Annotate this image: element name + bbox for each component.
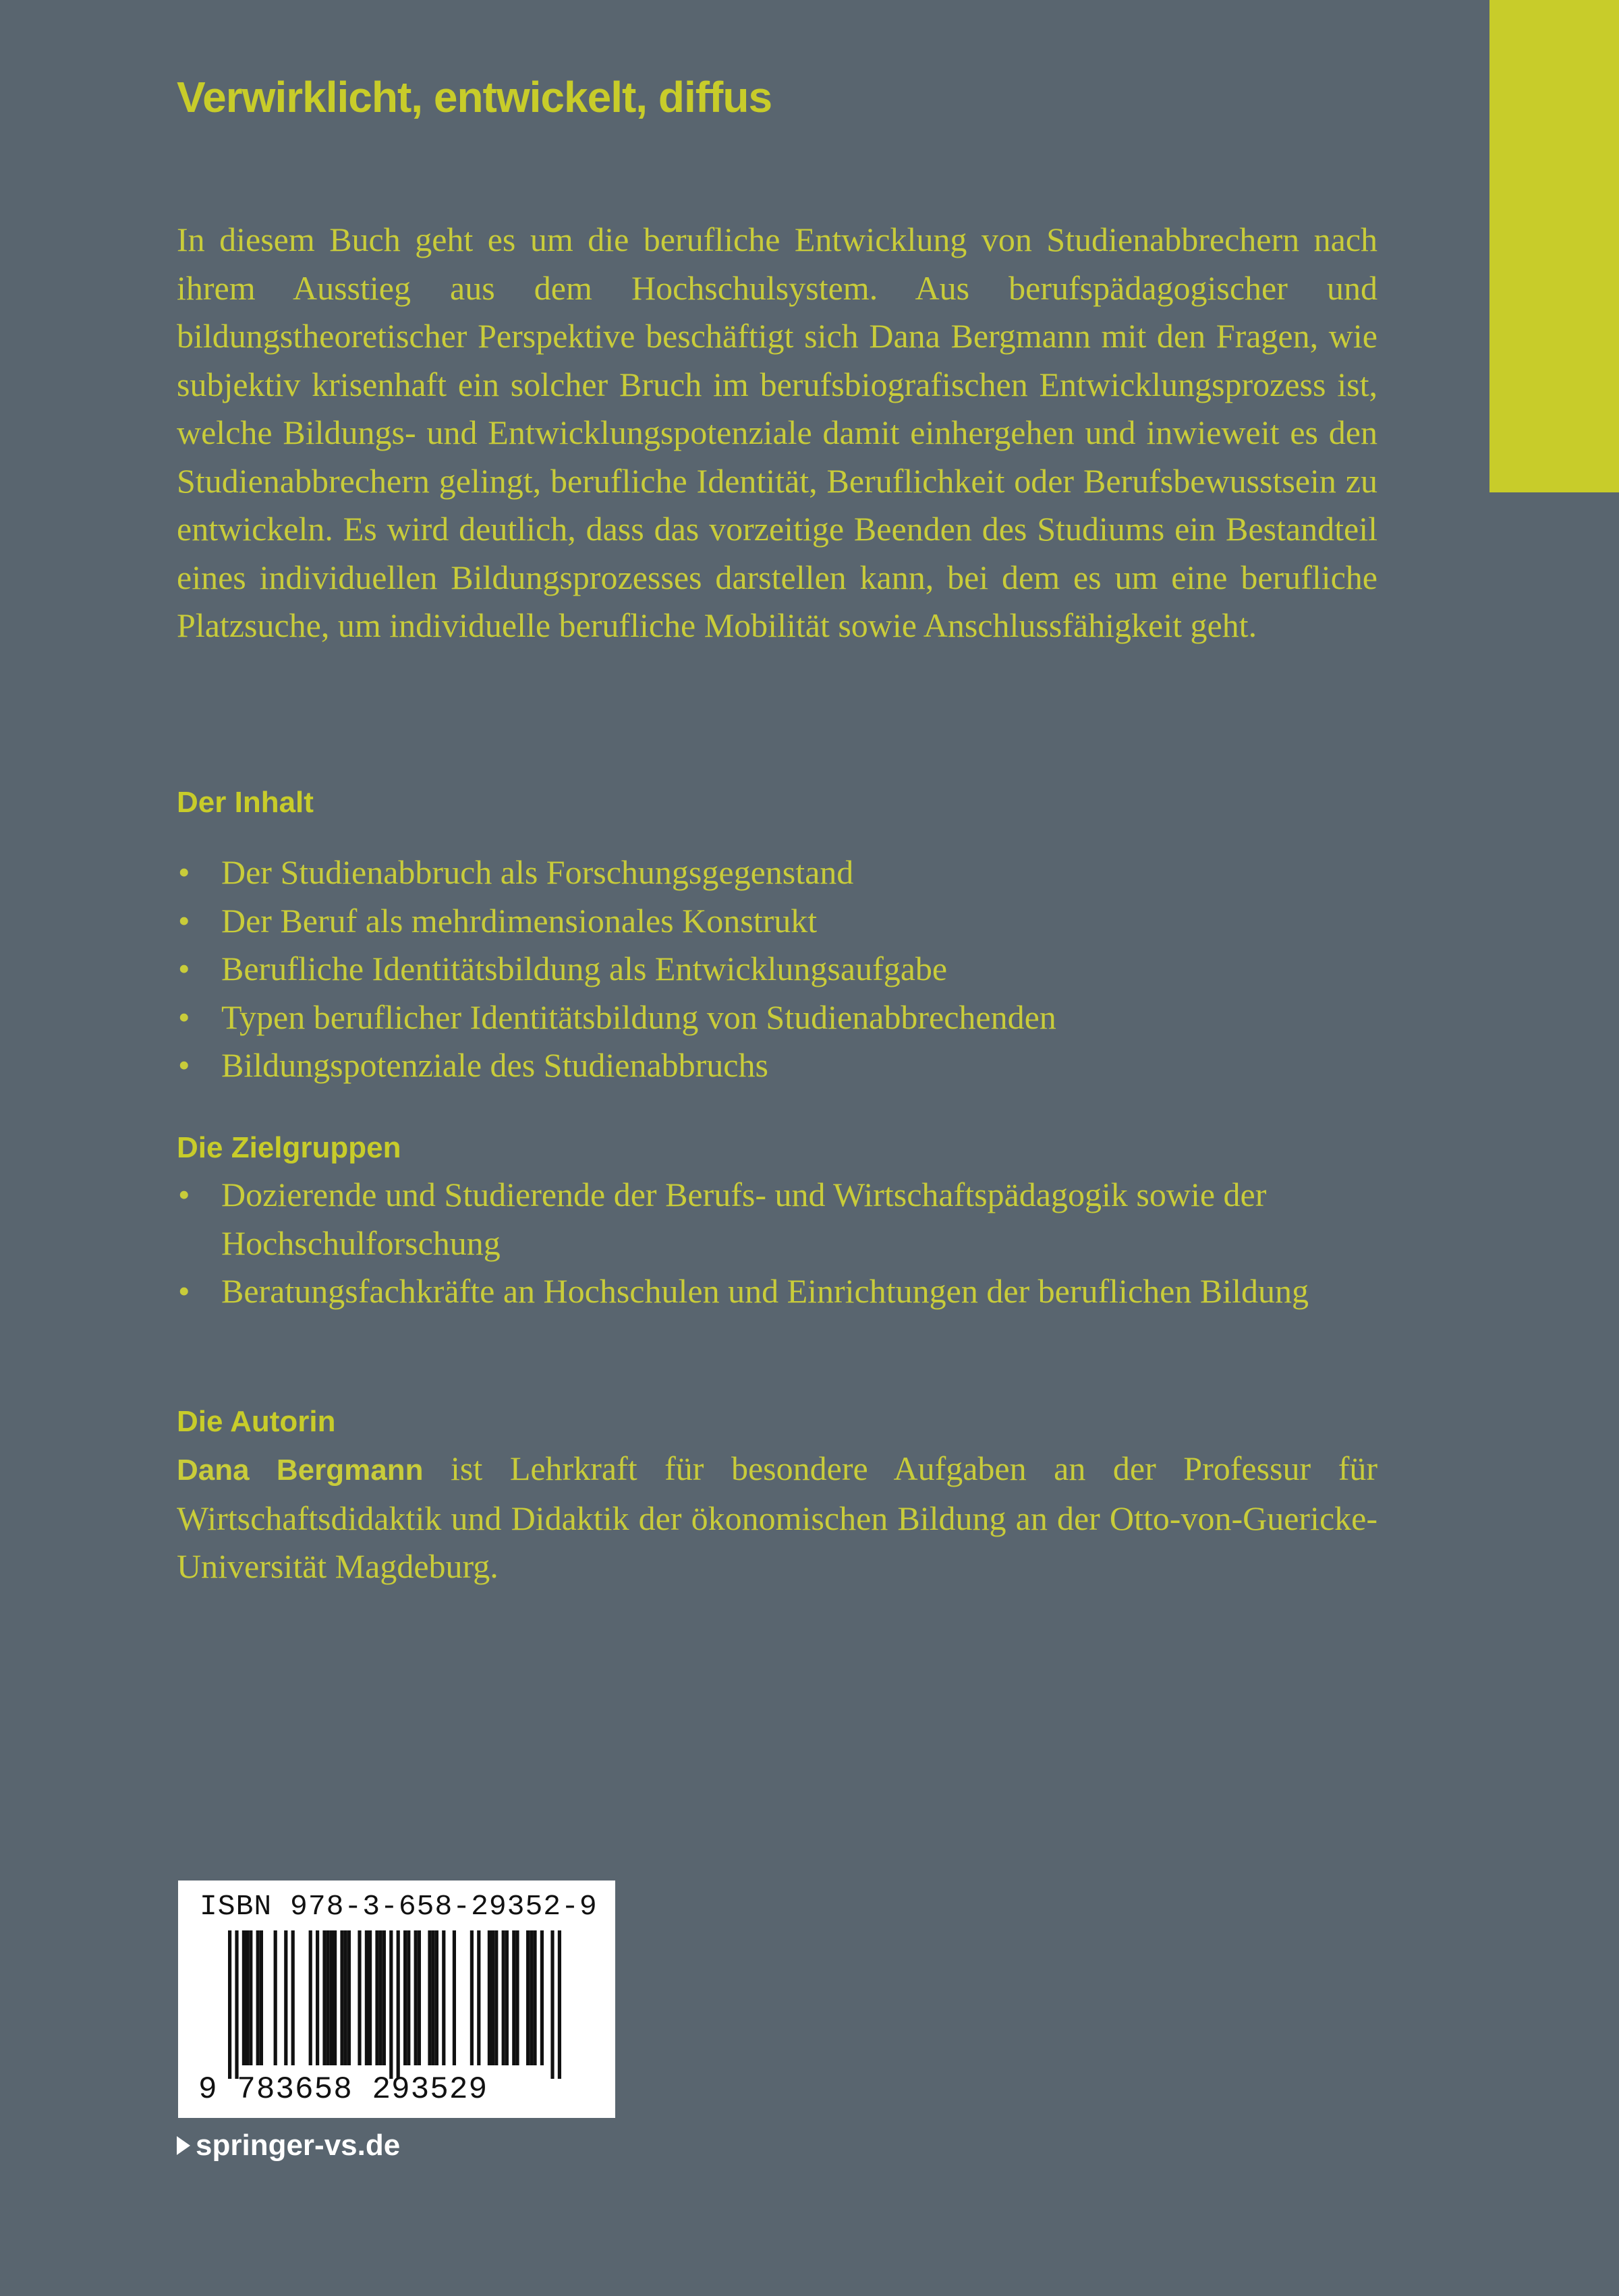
book-description: In diesem Buch geht es um die berufliche Entwicklung von Studienabbrechern nach ihrem Ausstieg aus dem Hochschulsystem. Aus berufspädagogischer und bildungstheoretischer Perspektive beschäftigt sich Dana Bergmann mit den Fragen, wie subjektiv krisenhaft ein solcher Bruch im berufsbiografischen Entwicklungsprozess ist, welche Bildungs- und Entwicklungspotenziale damit einhergehen und inwieweit es den Studienabbrechern gelingt, berufliche Identität, Beruflichkeit oder Berufsbewusstsein zu entwickeln. Es wird deutlich, dass das vorzeitige Beenden des Studiums ein Bestandteil eines individuellen Bildungsprozesses darstellen kann, bei dem es um eine berufliche Platzsuche, um individuelle berufliche Mobilität sowie Anschlussfähigkeit geht. bbox=[177, 221, 1377, 644]
author-heading: Die Autorin bbox=[177, 1405, 336, 1438]
barcode-bar bbox=[526, 1930, 530, 2065]
list-item: • Bildungspotenziale des Studienabbruchs bbox=[177, 1041, 1377, 1090]
list-item: • Dozierende und Studierende der Berufs- und Wirtschaftspädagogik sowie der Hochschulforschung bbox=[177, 1171, 1377, 1267]
bullet-icon: • bbox=[178, 1272, 190, 1310]
barcode-bar bbox=[235, 1930, 238, 2079]
author-bio bbox=[177, 1445, 1377, 1591]
bullet-icon: • bbox=[178, 901, 190, 940]
list-item: • Typen beruflicher Identitätsbildung von Studienabbrechenden bbox=[177, 994, 1377, 1042]
barcode-bar bbox=[558, 1930, 561, 2079]
accent-bar bbox=[1489, 0, 1619, 492]
barcode-bar bbox=[435, 1930, 438, 2065]
bullet-icon: • bbox=[178, 853, 190, 891]
barcode-bar bbox=[260, 1930, 263, 2065]
barcode-bar bbox=[368, 1930, 372, 2065]
target-groups-heading: Die Zielgruppen bbox=[177, 1131, 401, 1164]
barcode-bar bbox=[533, 1930, 536, 2065]
barcode-bar bbox=[333, 1930, 337, 2065]
barcode-bar bbox=[494, 1930, 498, 2065]
barcode-bar bbox=[274, 1930, 277, 2065]
barcode-bar bbox=[379, 1930, 382, 2065]
target-groups-list bbox=[177, 1171, 1377, 1316]
list-item: • Berufliche Identitätsbildung als Entwicklungsaufgabe bbox=[177, 945, 1377, 994]
barcode-bar bbox=[316, 1930, 319, 2065]
barcode-bar bbox=[397, 1930, 400, 2079]
barcode-bar bbox=[284, 1930, 287, 2065]
play-triangle-icon bbox=[177, 2136, 190, 2155]
barcode-bar bbox=[365, 1930, 368, 2065]
barcode-bar bbox=[505, 1930, 509, 2065]
isbn-label: ISBN 978-3-658-29352-9 bbox=[200, 1890, 598, 1923]
barcode-bar bbox=[488, 1930, 491, 2065]
barcode-bar bbox=[470, 1930, 474, 2065]
bullet-icon: • bbox=[178, 1046, 190, 1084]
barcode-bar bbox=[382, 1930, 386, 2065]
list-item: • Beratungsfachkräfte an Hochschulen und Einrichtungen der beruflichen Bildung bbox=[177, 1267, 1377, 1316]
barcode-bar bbox=[340, 1930, 343, 2065]
author-bio-text: ist Lehrkraft für besondere Aufgaben an der Professur für Wirtschaftsdidaktik und Didaktik der ökonomischen Bildung an der Otto-von-Guericke-Universität Magdeburg. bbox=[177, 1450, 1378, 1585]
barcode-bar bbox=[249, 1930, 252, 2065]
barcode-bar bbox=[550, 1930, 554, 2079]
publisher-url: springer-vs.de bbox=[196, 2129, 401, 2162]
barcode-bar bbox=[502, 1930, 505, 2065]
ean-digits: 9 783658 293529 bbox=[198, 2072, 488, 2107]
barcode-bar bbox=[428, 1930, 431, 2065]
book-title: Verwirklicht, entwickelt, diffus bbox=[177, 73, 772, 121]
barcode-bar bbox=[432, 1930, 435, 2065]
barcode-box bbox=[178, 1881, 615, 2118]
bullet-icon: • bbox=[178, 1176, 190, 1213]
barcode-bar bbox=[442, 1930, 445, 2065]
barcode-bar bbox=[530, 1930, 533, 2065]
barcode-bar bbox=[414, 1930, 418, 2065]
barcode-bar bbox=[228, 1930, 231, 2079]
author-name: Dana Bergmann bbox=[177, 1454, 424, 1487]
barcode-bar bbox=[242, 1930, 246, 2065]
barcode-bar bbox=[330, 1930, 333, 2065]
publisher-link[interactable] bbox=[177, 2129, 400, 2162]
contents-list bbox=[177, 849, 1377, 1090]
contents-heading: Der Inhalt bbox=[177, 786, 314, 819]
barcode-bar bbox=[403, 1930, 407, 2065]
bullet-icon: • bbox=[178, 998, 190, 1036]
barcode-bar bbox=[407, 1930, 410, 2065]
barcode-bar bbox=[375, 1930, 378, 2065]
barcode-bar bbox=[256, 1930, 260, 2065]
barcode-bar bbox=[309, 1930, 312, 2065]
barcode-bar bbox=[322, 1930, 326, 2065]
barcode-bar bbox=[491, 1930, 494, 2065]
list-item: • Der Studienabbruch als Forschungsgegenstand bbox=[177, 849, 1377, 897]
barcode-bar bbox=[347, 1930, 351, 2065]
barcode-bar bbox=[453, 1930, 456, 2065]
barcode-bar bbox=[344, 1930, 347, 2065]
barcode-bar bbox=[326, 1930, 330, 2065]
barcode-bar bbox=[512, 1930, 515, 2065]
barcode-bar bbox=[540, 1930, 544, 2065]
barcode-bar bbox=[246, 1930, 249, 2065]
barcode-bar bbox=[477, 1930, 480, 2065]
barcode-bar bbox=[418, 1930, 421, 2065]
list-item: • Der Beruf als mehrdimensionales Konstrukt bbox=[177, 897, 1377, 946]
barcode-bar bbox=[389, 1930, 393, 2079]
barcode-bar bbox=[358, 1930, 361, 2065]
barcode-bar bbox=[291, 1930, 295, 2065]
barcode-bar bbox=[515, 1930, 519, 2065]
bullet-icon: • bbox=[178, 950, 190, 987]
